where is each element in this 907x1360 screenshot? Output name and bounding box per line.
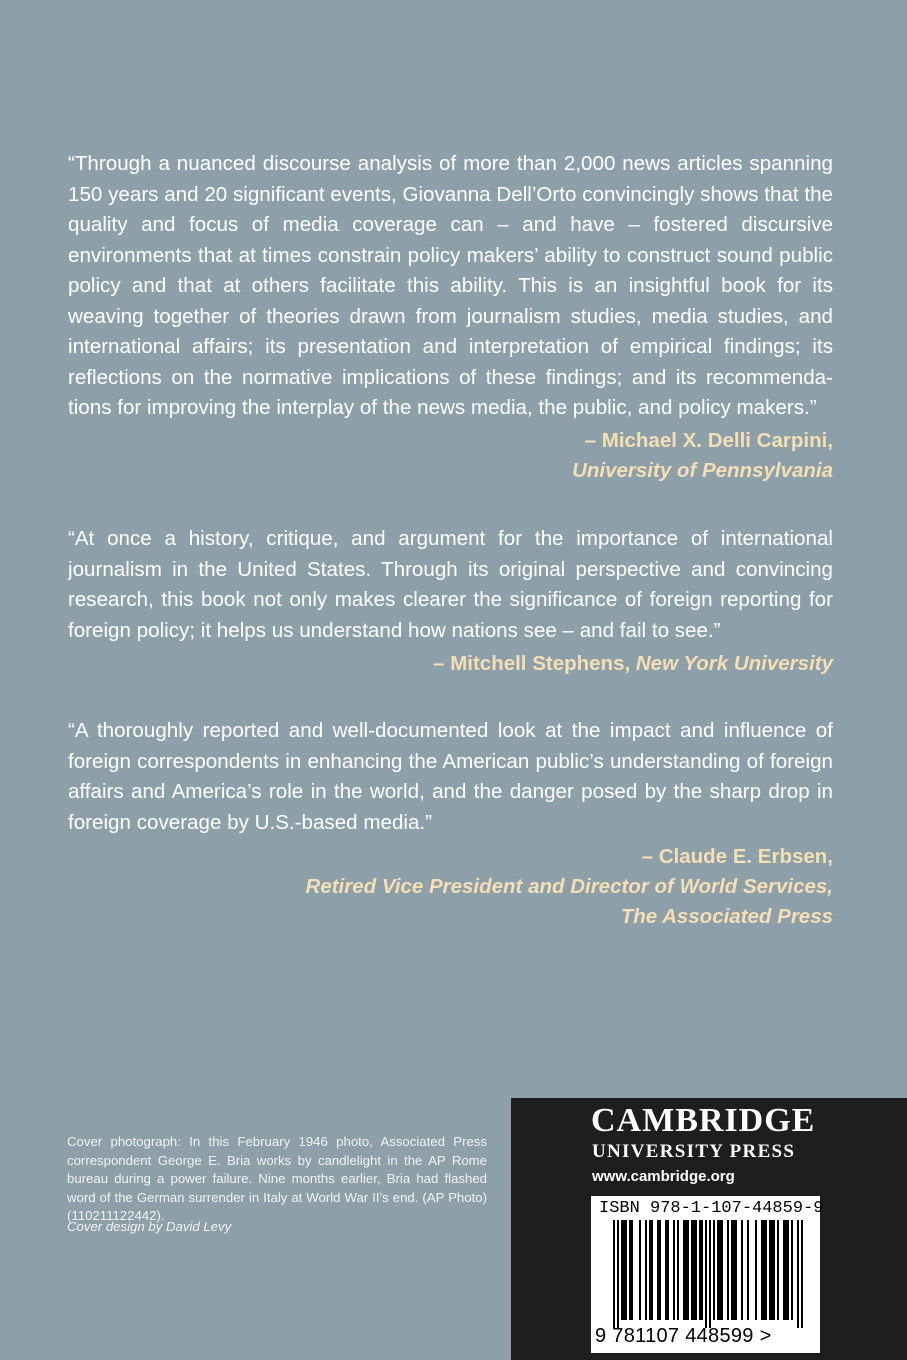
barcode-bar [727,1220,729,1320]
barcode-bar [717,1220,719,1320]
barcode-bar [797,1220,799,1328]
endorsement-affiliation-2: New York University [635,652,833,675]
barcode-bar [713,1220,715,1320]
endorsement-affiliation-3b: The Associated Press [620,905,833,928]
barcode-bar [691,1220,693,1320]
barcode-bar [769,1220,771,1320]
barcode-bar [651,1220,653,1320]
barcode-bar [801,1220,803,1328]
endorsement-affiliation-3a: Retired Vice President and Director of World Services, [305,875,833,898]
endorsement-quote-3: “A thoroughly reported and well-documented look at the impact and influence of foreign correspondents in enhancing the American public’s understanding of foreign affairs and America’s role in the world, and the danger posed by the sharp drop in foreign coverage by U.S.-based media.” [68,719,833,834]
barcode-bar [617,1220,619,1328]
barcode-bar [719,1220,721,1320]
isbn-label: ISBN 978-1-107-44859-9 [599,1199,824,1218]
barcode-bar [761,1220,763,1320]
barcode-bar [787,1220,789,1320]
endorsement-quote-1: “Through a nuanced discourse analysis of more than 2,000 news articles spanning 150 years and 20 significant events, Giovanna Dell’Orto convincingly shows that the quality and focus of media coverage can – and have – fostered discursive environments that at times constrain policy makers’ ability to construct sound public policy and that at others facilitate this ability. This is an insightful book for its weaving together of theories drawn from journalism studies, media studies, and international affairs; its presentation and interpretation of empirical findings; its reflections on the normative implications of these findings; and its recommenda-tions for improving the interplay of the news media, the public, and policy makers.” [68,152,833,419]
barcode-bar [773,1220,775,1320]
barcode-bar [731,1220,733,1320]
barcode-bar [735,1220,737,1320]
barcode-bar [695,1220,697,1320]
endorsement-author-3: – Claude E. Erbsen, [641,845,833,868]
barcode-bar [741,1220,743,1320]
endorsement-attribution-2 [433,649,833,679]
ean-digits: 9 781107 448599 > [595,1325,772,1347]
barcode-bar [625,1220,627,1320]
barcode-bar [791,1220,793,1320]
barcode-bar [685,1220,687,1320]
endorsement-quote-2: “At once a history, critique, and argument for the importance of international journalism in the United States. Through its original perspective and convincing research, this book not only makes clearer the significance of foreign reporting for foreign policy; it helps us understand how nations see – and fail to see.” [68,527,833,642]
publisher-url: www.cambridge.org [592,1168,735,1185]
barcode-bar [621,1220,623,1320]
barcode-bar [709,1220,711,1328]
barcode-bar [645,1220,647,1320]
endorsement-affiliation-1: University of Pennsylvania [572,459,833,482]
barcode-bar [629,1220,631,1320]
publisher-block [511,1098,907,1360]
barcode-bar [721,1220,723,1320]
barcode-bar [673,1220,675,1320]
endorsement-attribution-1 [572,426,833,486]
barcode-bar [631,1220,633,1320]
barcode-bar [763,1220,765,1320]
barcode-bar [659,1220,661,1320]
barcode-bar [783,1220,785,1320]
barcode-bar [657,1220,659,1320]
barcode-bar [755,1220,757,1320]
endorsement-author-1: – Michael X. Delli Carpini, [584,429,833,452]
cover-photo-credit: Cover photograph: In this February 1946 photo, Associated Press correspondent George E. Bria works by candlelight in the AP Rome bureau during a power failure. Nine months earlier, Bria had flashed word of the German surrender in Italy at World War II’s end. (AP Photo) (110211122442). [67,1134,487,1223]
barcode-bar [687,1220,689,1320]
barcode-bar [649,1220,651,1320]
barcode-bar [677,1220,679,1320]
barcode-bar [777,1220,779,1320]
barcode-bar [623,1220,625,1320]
endorsement-author-2: – Mitchell Stephens, [433,652,631,675]
publisher-subname: UNIVERSITY PRESS [592,1141,796,1162]
endorsement-attribution-3 [306,842,833,932]
barcode-bar [683,1220,685,1320]
cover-design-credit: Cover design by David Levy [67,1219,232,1234]
barcode-panel [591,1196,824,1353]
barcode-bar [747,1220,749,1320]
barcode-bar [693,1220,695,1320]
barcode [595,1220,816,1328]
barcode-bar [665,1220,667,1320]
barcode-bar [785,1220,787,1320]
barcode-bar [733,1220,735,1320]
barcode-bar [699,1220,701,1320]
publisher-name: CAMBRIDGE [591,1102,816,1139]
barcode-bar [639,1220,641,1320]
barcode-bar [667,1220,669,1320]
barcode-bar [701,1220,703,1320]
barcode-bar [771,1220,773,1320]
barcode-bar [705,1220,707,1328]
barcode-bar [765,1220,767,1320]
barcode-bar [613,1220,615,1328]
